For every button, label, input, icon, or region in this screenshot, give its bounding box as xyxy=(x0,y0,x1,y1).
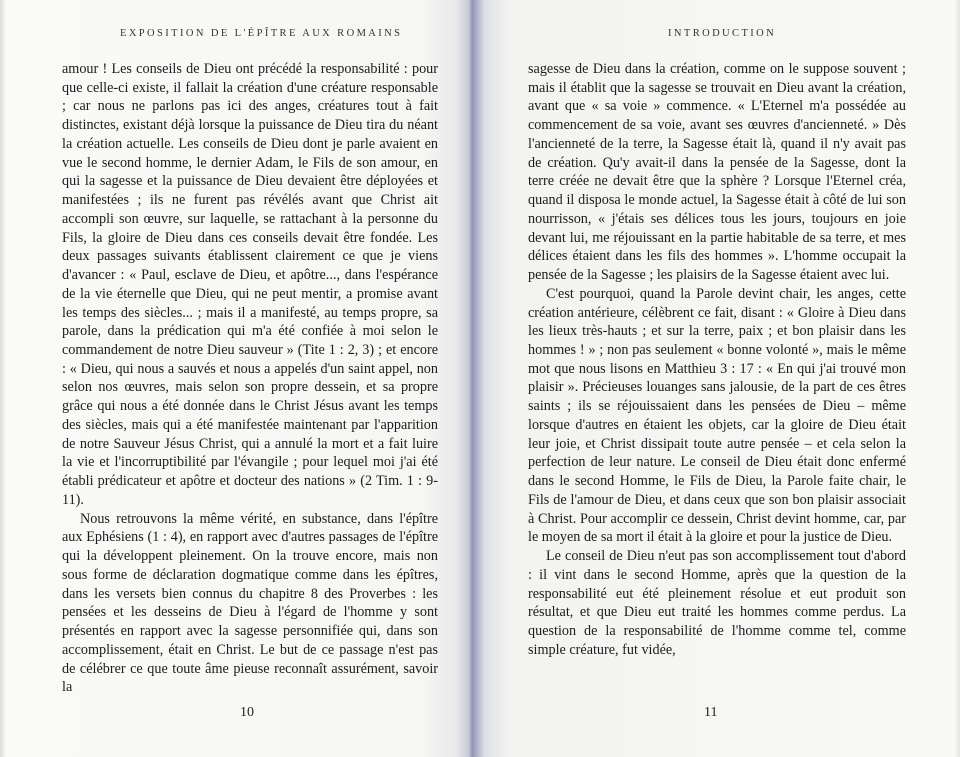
running-head-left: EXPOSITION DE L'ÉPÎTRE AUX ROMAINS xyxy=(120,28,403,39)
paragraph: Nous retrouvons la même vérité, en substance, dans l'épître aux Ephésiens (1 : 4), en rapport avec d'autres passages de l'épître qui la développent pleinement. On la trouve encore, mais non sous forme de déclaration dogmatique comme dans les épîtres, dans les versets bien connus du chapitre 8 des Proverbes : les pensées et les desseins de Dieu à l'égard de l'homme y sont présentés en rapport avec la sagesse personnifiée qui, dans son accomplissement, était en Christ. Le but de ce passage n'est pas de célébrer ce que toute âme pieuse reconnaît assurément, savoir la xyxy=(62,510,438,696)
left-page xyxy=(0,0,476,757)
page-number-right: 11 xyxy=(704,705,718,720)
running-head-right: INTRODUCTION xyxy=(668,28,777,39)
paragraph: sagesse de Dieu dans la création, comme on le suppose souvent ; mais il établit que la sagesse se trouvait en Dieu avant la création, avant que « sa voie » commence. « L'Eternel m'a possédée au commencement de sa voie, avant ses œuvres d'ancienneté. » Dès l'ancienneté de la terre, la Sagesse était là, quand il n'y avait pas de création. Qu'y avait-il dans la pensée de la Sagesse, dont la terre créée ne devait être que la sphère ? Lorsque l'Eternel créa, quand il disposa le monde actuel, la Sagesse était à côté de lui son nourrisson, « j'étais ses délices tous les jours, toujours en joie devant lui, me réjouissant en la partie habitable de sa terre, et mes délices étaient dans les fils des hommes ». L'homme occupait la pensée de la Sagesse ; les plaisirs de la Sagesse étaient avec lui. xyxy=(528,61,906,284)
page-edge-shadow xyxy=(954,0,960,757)
paragraph: amour ! Les conseils de Dieu ont précédé la responsabilité : pour que celle-ci existe, il fallait la création d'une créature responsable ; car nous ne parlons pas ici des anges, créatures tout à fait distinctes, existant déjà lorsque la puissance de Dieu tira du néant la création actuelle. Les conseils de Dieu dont je parle avaient en vue le second homme, le dernier Adam, le Fils de son amour, en qui la sagesse et la puissance de Dieu devaient être déployées et manifestées ; ils ne furent pas révélés avant que Christ ait accompli son œuvre, sur laquelle, se rattachant à la personne du Fils, la gloire de Dieu dans ces conseils devait être fondée. Les deux passages suivants établissent clairement ce que je viens d'avancer : « Paul, esclave de Dieu, et apôtre..., dans l'espérance de la vie éternelle que Dieu, qui ne peut mentir, a promise avant les temps des siècles... ; mais il a manifesté, au temps propre, sa parole, dans la prédication qui m'a été confiée à moi selon le commandement de notre Dieu sauveur » (Tite 1 : 2, 3) ; et encore : « Dieu, qui nous a sauvés et nous a appelés d'un saint appel, non selon nos œuvres, mais selon son propre dessein, et sa propre grâce qui nous a été donnée dans le Christ Jésus avant les temps des siècles, mais qui a été manifestée maintenant par l'apparition de notre Sauveur Jésus Christ, qui a annulé la mort et a fait luire la vie et l'incorruptibilité par l'évangile ; pour lequel moi j'ai été établi prédicateur et apôtre et docteur des nations » (2 Tim. 1 : 9-11). xyxy=(62,61,438,508)
paragraph: C'est pourquoi, quand la Parole devint chair, les anges, cette création antérieure, célèbrent ce fait, disant : « Gloire à Dieu dans les lieux très-hauts ; et sur la terre, paix ; et bon plaisir dans les hommes ! » ; non pas seulement « bonne volonté », mais le même mot que nous lisons en Matthieu 3 : 17 : « En qui j'ai trouvé mon plaisir ». Précieuses louanges sans jalousie, de la part de ces êtres saints ; ils se réjouissaient dans les pensées de Dieu – même lorsque d'autres en étaient les objets, car la gloire de Dieu était leur joie, et Christ dissipait toute autre pensée – et cela selon la perfection de leur nature. Le conseil de Dieu était donc enfermé dans le second Homme, le Fils de Dieu, la Parole faite chair, le Fils de l'amour de Dieu, et dans ceux que son bon plaisir associait à Christ. Pour accomplir ce dessein, Christ devint homme, car, par le moyen de sa mort il était à la gloire et pour la justice de Dieu. xyxy=(528,285,906,546)
right-page xyxy=(480,0,960,757)
page-number-left: 10 xyxy=(240,705,254,720)
page-edge-shadow xyxy=(0,0,6,757)
paragraph: Le conseil de Dieu n'eut pas son accomplissement tout d'abord : il vint dans le second Homme, après que la question de la responsabilité eut été pleinement résolue et eut produit son résultat, et que Dieu eut traité les hommes comme perdus. La question de la responsabilité de l'homme comme tel, comme simple créature, fut vidée, xyxy=(528,548,906,658)
right-page-text xyxy=(528,60,906,660)
left-page-text xyxy=(62,60,438,697)
